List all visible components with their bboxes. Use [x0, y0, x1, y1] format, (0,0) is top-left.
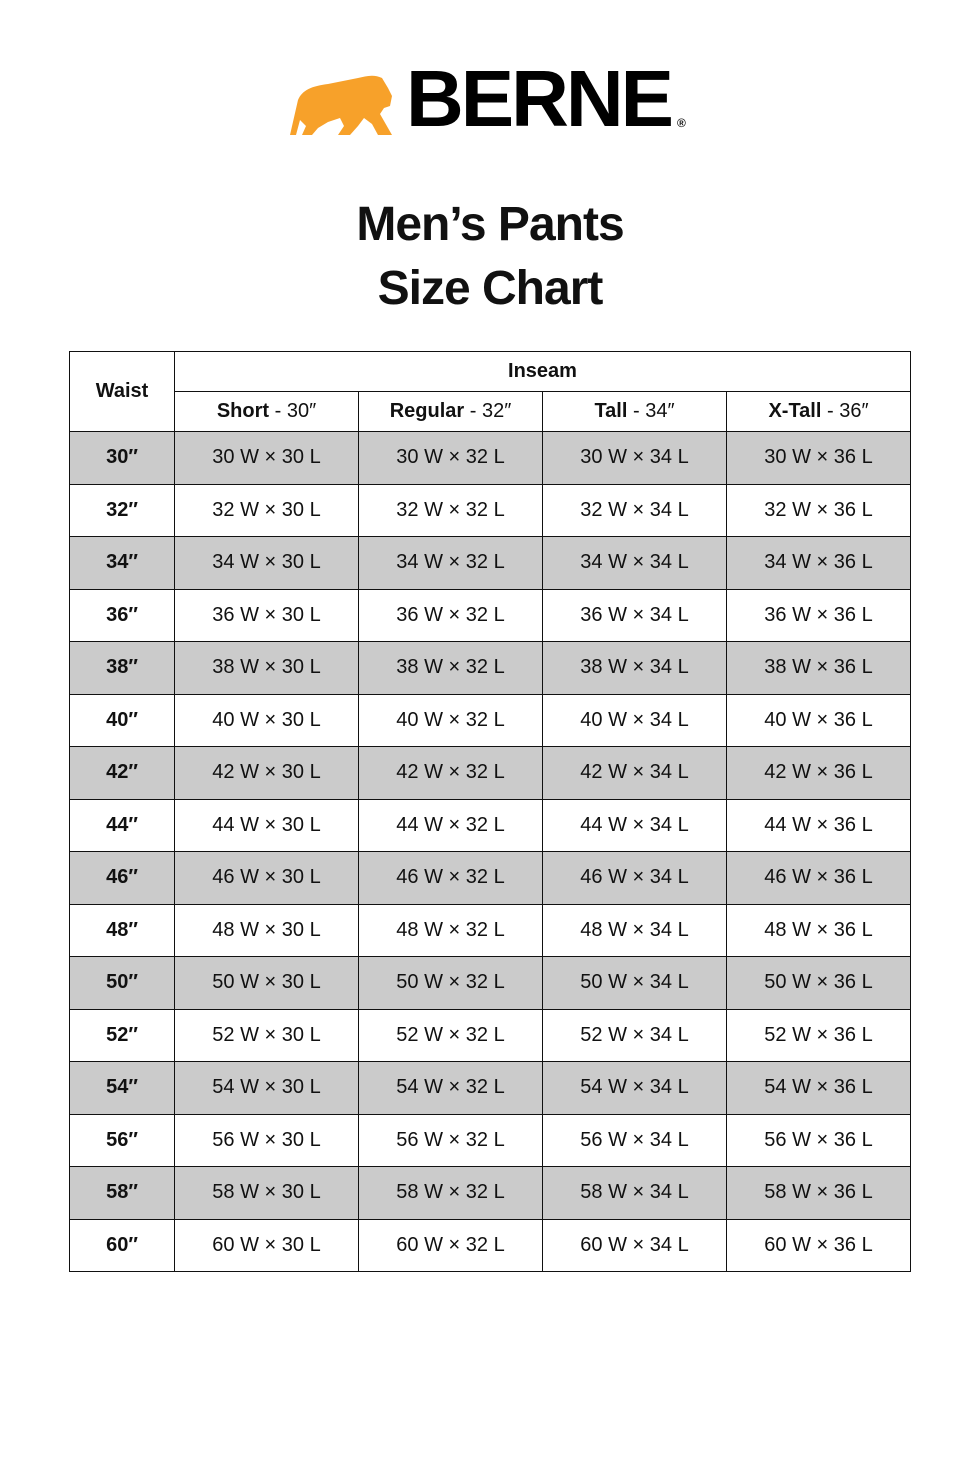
size-cell: 56 W × 36 L — [727, 1114, 911, 1167]
size-cell: 52 W × 36 L — [727, 1009, 911, 1062]
table-row — [70, 1219, 911, 1272]
waist-cell: 46″ — [70, 852, 175, 905]
size-cell: 58 W × 34 L — [543, 1167, 727, 1220]
size-cell: 58 W × 36 L — [727, 1167, 911, 1220]
size-cell: 36 W × 34 L — [543, 589, 727, 642]
column-length: - 32″ — [469, 400, 512, 422]
table-row — [70, 904, 911, 957]
waist-cell: 48″ — [70, 904, 175, 957]
waist-cell: 32″ — [70, 484, 175, 537]
size-cell: 56 W × 34 L — [543, 1114, 727, 1167]
size-cell: 34 W × 32 L — [359, 537, 543, 590]
waist-header: Waist — [70, 352, 175, 432]
table-row — [70, 589, 911, 642]
size-cell: 48 W × 30 L — [175, 904, 359, 957]
table-row — [70, 694, 911, 747]
size-cell: 42 W × 36 L — [727, 747, 911, 800]
inseam-label: Inseam — [508, 360, 577, 382]
size-cell: 32 W × 34 L — [543, 484, 727, 537]
table-row — [70, 957, 911, 1010]
size-cell: 38 W × 30 L — [175, 642, 359, 695]
column-header-x-tall — [727, 392, 911, 432]
size-cell: 60 W × 34 L — [543, 1219, 727, 1272]
size-cell: 48 W × 36 L — [727, 904, 911, 957]
column-name: Short — [216, 400, 270, 422]
table-row — [70, 1167, 911, 1220]
size-cell: 56 W × 32 L — [359, 1114, 543, 1167]
title-line-2: Size Chart — [377, 262, 603, 315]
size-cell: 40 W × 30 L — [175, 694, 359, 747]
size-cell: 38 W × 36 L — [727, 642, 911, 695]
size-cell: 48 W × 32 L — [359, 904, 543, 957]
size-cell: 44 W × 32 L — [359, 799, 543, 852]
size-cell: 44 W × 36 L — [727, 799, 911, 852]
size-cell: 36 W × 32 L — [359, 589, 543, 642]
size-chart-table — [69, 351, 911, 1272]
table-row — [70, 1114, 911, 1167]
brand-name: BERNE — [406, 54, 672, 143]
registered-mark: ® — [677, 116, 686, 130]
berne-logo — [288, 54, 686, 143]
size-cell: 34 W × 34 L — [543, 537, 727, 590]
table-row — [70, 642, 911, 695]
column-length: - 30″ — [274, 400, 317, 422]
size-cell: 38 W × 34 L — [543, 642, 727, 695]
size-cell: 34 W × 30 L — [175, 537, 359, 590]
column-header-regular — [359, 392, 543, 432]
table-row — [70, 852, 911, 905]
size-cell: 44 W × 30 L — [175, 799, 359, 852]
waist-cell: 38″ — [70, 642, 175, 695]
waist-cell: 58″ — [70, 1167, 175, 1220]
size-cell: 40 W × 34 L — [543, 694, 727, 747]
size-cell: 32 W × 32 L — [359, 484, 543, 537]
waist-cell: 60″ — [70, 1219, 175, 1272]
waist-cell: 36″ — [70, 589, 175, 642]
size-cell: 52 W × 30 L — [175, 1009, 359, 1062]
size-cell: 30 W × 36 L — [727, 432, 911, 485]
size-cell: 52 W × 32 L — [359, 1009, 543, 1062]
column-name: X-Tall — [768, 400, 822, 422]
size-cell: 36 W × 30 L — [175, 589, 359, 642]
size-cell: 50 W × 30 L — [175, 957, 359, 1010]
waist-cell: 44″ — [70, 799, 175, 852]
table-row — [70, 747, 911, 800]
waist-cell: 42″ — [70, 747, 175, 800]
table-row — [70, 799, 911, 852]
size-cell: 46 W × 36 L — [727, 852, 911, 905]
size-cell: 38 W × 32 L — [359, 642, 543, 695]
size-cell: 54 W × 32 L — [359, 1062, 543, 1115]
size-cell: 60 W × 36 L — [727, 1219, 911, 1272]
column-header-short — [175, 392, 359, 432]
size-cell: 36 W × 36 L — [727, 589, 911, 642]
column-header-tall — [543, 392, 727, 432]
size-cell: 52 W × 34 L — [543, 1009, 727, 1062]
inseam-header — [175, 352, 911, 392]
table-row — [70, 1062, 911, 1115]
title-line-1: Men’s Pants — [356, 198, 624, 251]
column-name: Regular — [389, 400, 465, 422]
size-cell: 30 W × 32 L — [359, 432, 543, 485]
table-row — [70, 432, 911, 485]
waist-cell: 30″ — [70, 432, 175, 485]
size-cell: 58 W × 30 L — [175, 1167, 359, 1220]
size-cell: 54 W × 30 L — [175, 1062, 359, 1115]
waist-cell: 52″ — [70, 1009, 175, 1062]
waist-cell: 40″ — [70, 694, 175, 747]
size-cell: 30 W × 34 L — [543, 432, 727, 485]
size-cell: 48 W × 34 L — [543, 904, 727, 957]
table-row — [70, 484, 911, 537]
table-row — [70, 1009, 911, 1062]
column-length: - 34″ — [632, 400, 675, 422]
size-cell: 56 W × 30 L — [175, 1114, 359, 1167]
size-cell: 46 W × 32 L — [359, 852, 543, 905]
size-cell: 40 W × 32 L — [359, 694, 543, 747]
size-cell: 44 W × 34 L — [543, 799, 727, 852]
column-length: - 36″ — [826, 400, 869, 422]
size-cell: 58 W × 32 L — [359, 1167, 543, 1220]
column-name: Tall — [594, 400, 628, 422]
waist-cell: 34″ — [70, 537, 175, 590]
waist-cell: 50″ — [70, 957, 175, 1010]
page-title — [0, 193, 980, 321]
waist-cell: 54″ — [70, 1062, 175, 1115]
size-cell: 46 W × 34 L — [543, 852, 727, 905]
size-cell: 50 W × 32 L — [359, 957, 543, 1010]
bear-icon — [288, 70, 396, 136]
size-cell: 42 W × 34 L — [543, 747, 727, 800]
size-cell: 30 W × 30 L — [175, 432, 359, 485]
table-row — [70, 537, 911, 590]
size-cell: 40 W × 36 L — [727, 694, 911, 747]
waist-cell: 56″ — [70, 1114, 175, 1167]
size-cell: 54 W × 34 L — [543, 1062, 727, 1115]
size-cell: 32 W × 30 L — [175, 484, 359, 537]
size-cell: 50 W × 36 L — [727, 957, 911, 1010]
size-cell: 60 W × 32 L — [359, 1219, 543, 1272]
size-cell: 50 W × 34 L — [543, 957, 727, 1010]
size-cell: 42 W × 30 L — [175, 747, 359, 800]
size-cell: 60 W × 30 L — [175, 1219, 359, 1272]
size-cell: 32 W × 36 L — [727, 484, 911, 537]
size-cell: 46 W × 30 L — [175, 852, 359, 905]
size-cell: 34 W × 36 L — [727, 537, 911, 590]
size-cell: 54 W × 36 L — [727, 1062, 911, 1115]
size-cell: 42 W × 32 L — [359, 747, 543, 800]
